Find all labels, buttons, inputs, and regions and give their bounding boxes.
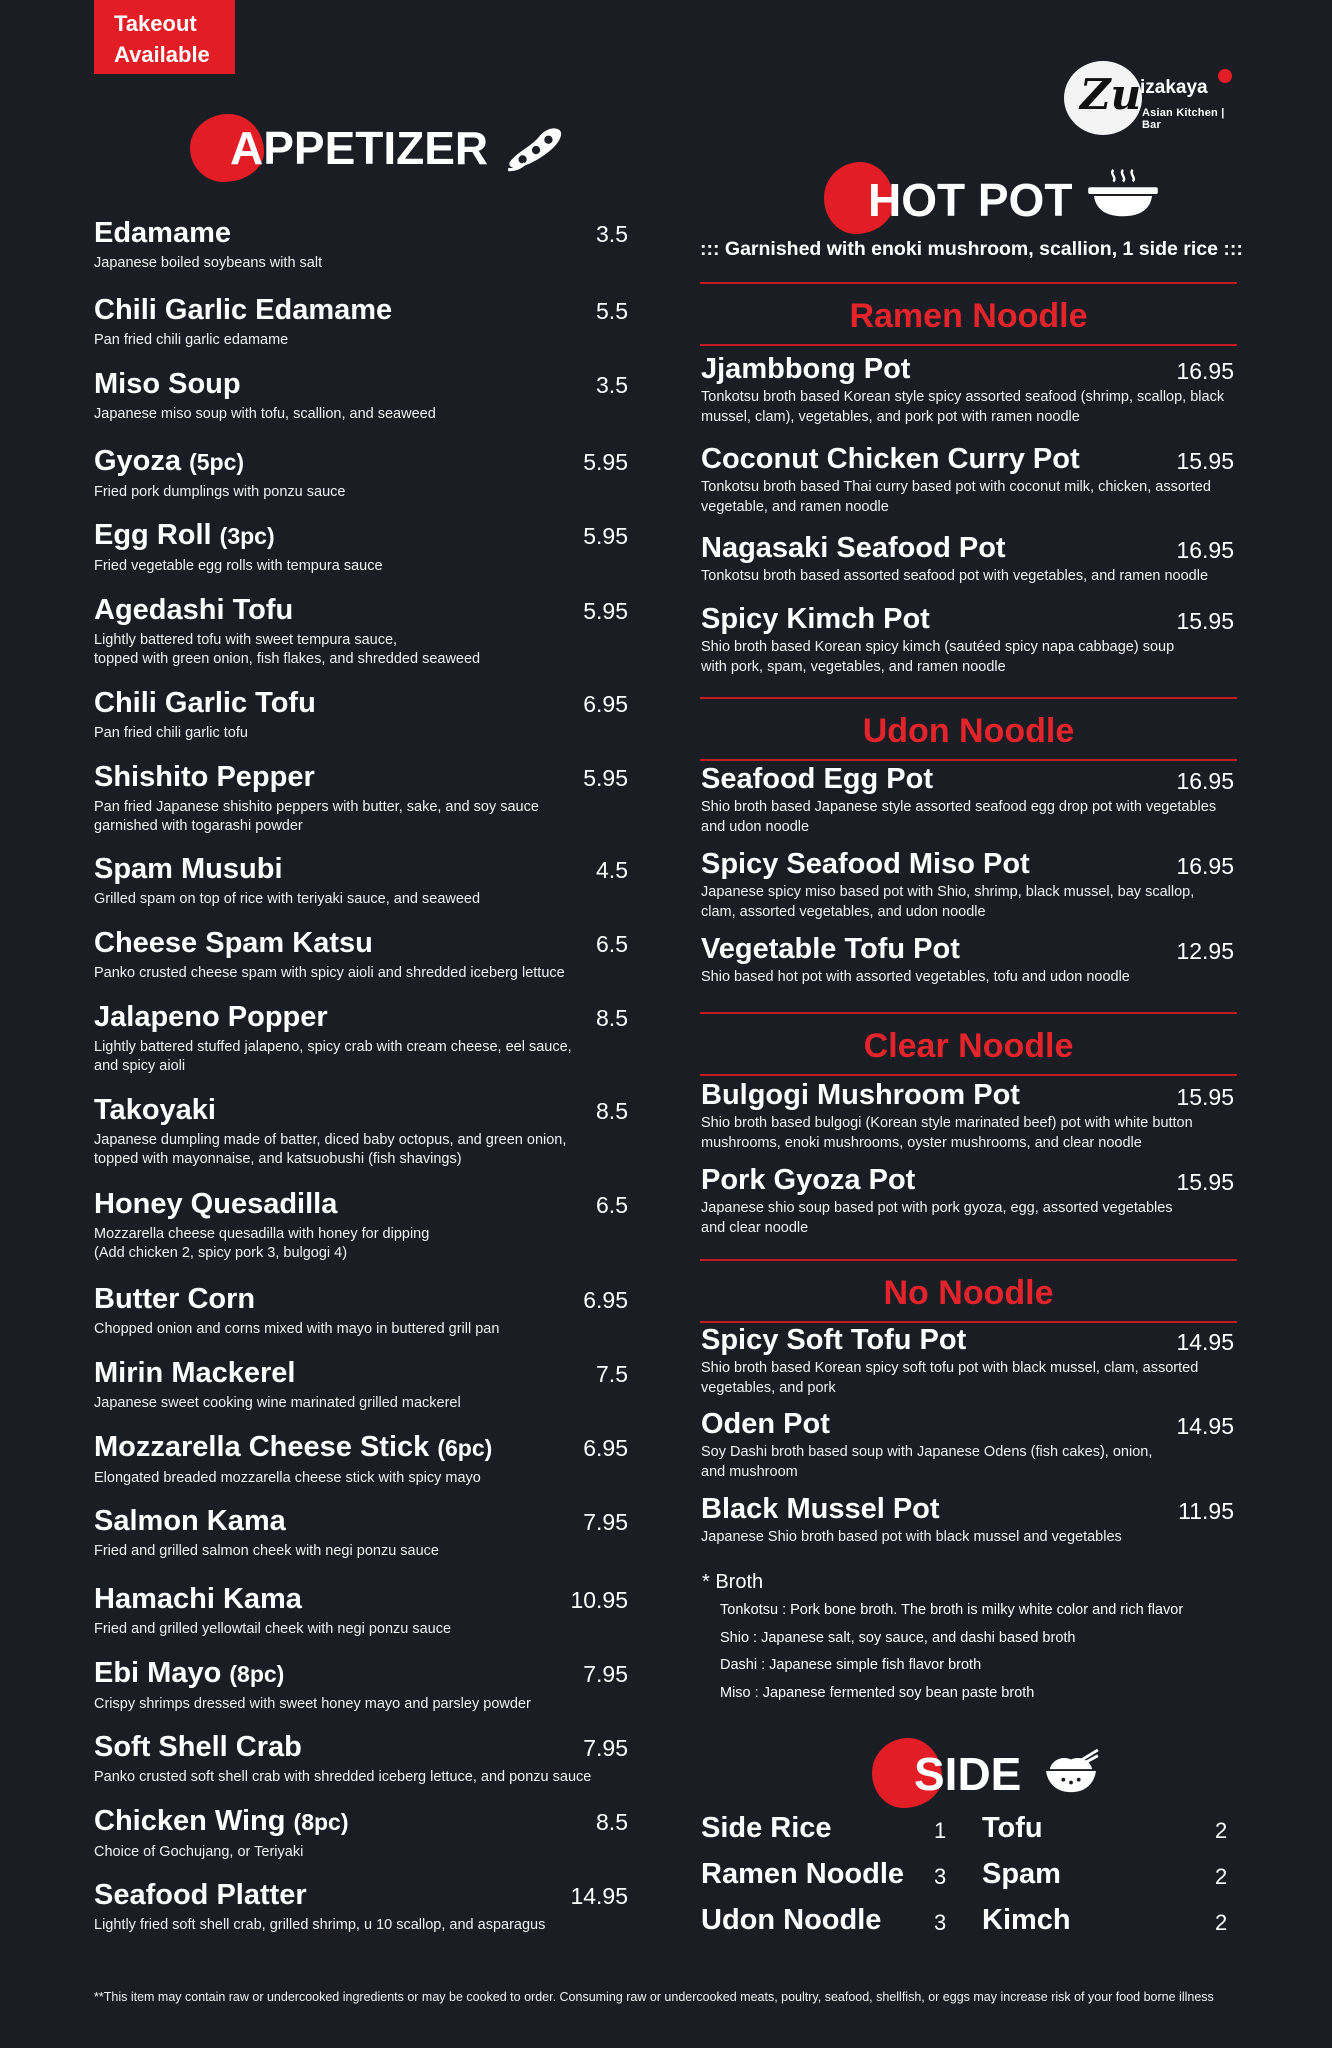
item-description: Shio broth based Korean spicy soft tofu pot with black mussel, clam, assorted vegetables, and pork [701,1360,1199,1396]
item-name-text: Salmon Kama [94,1505,286,1537]
takeout-badge-line1: Takeout [114,11,197,36]
item-name-text: Mozzarella Cheese Stick [94,1431,430,1463]
item-price: 12.95 [1176,938,1234,964]
hotpot-item [701,1407,1236,1482]
broth-line: Miso : Japanese fermented soy bean paste broth [720,1684,1035,1701]
hotpot-item [701,932,1236,988]
hotpot-item [701,352,1236,427]
noodle-category-header: Udon Noodle [700,697,1237,761]
item-description: Fried and grilled yellowtail cheek with negi ponzu sauce [94,1621,452,1637]
item-description: Pan fried Japanese shishito peppers with butter, sake, and soy sauce garnished with togarashi powder [94,799,539,834]
item-name: Nagasaki Seafood Pot [701,532,1006,564]
item-description: Pan fried chili garlic tofu [94,725,248,741]
item-description: Japanese miso soup with tofu, scallion, and seaweed [94,406,436,422]
appetizer-item [94,1730,628,1787]
hotpot-heading [822,160,1172,240]
item-name [94,1878,628,1912]
hotpot-subtitle: ::: Garnished with enoki mushroom, scallion, 1 side rice ::: [700,238,1243,260]
side-item-price: 3 [934,1864,947,1889]
appetizer-item [94,1804,628,1862]
item-description: Tonkotsu broth based Korean style spicy assorted seafood (shrimp, scallop, black mussel, clam), vegetables, and pork pot with ramen noodle [701,389,1225,425]
item-name-text: Chicken Wing [94,1805,286,1837]
item-name-text: Butter Corn [94,1283,256,1315]
broth-title: * Broth [702,1571,764,1593]
side-item-price: 2 [1215,1864,1228,1889]
item-name: Seafood Egg Pot [701,763,933,795]
allergy-disclaimer: **This item may contain raw or undercooked ingredients or may be cooked to order. Consuming raw or undercooked meats, poultry, seafood, shellfish, or eggs may increase risk of your food borne illness [94,1990,1214,2004]
logo-name: izakaya [1140,77,1208,98]
side-item-name: Udon Noodle [701,1904,882,1936]
item-description: Fried vegetable egg rolls with tempura sauce [94,558,383,574]
item-name [94,1187,628,1221]
item-description: Japanese sweet cooking wine marinated grilled mackerel [94,1395,461,1411]
item-quantity: (6pc) [437,1435,493,1461]
item-name: Coconut Chicken Curry Pot [701,443,1080,475]
item-description: Pan fried chili garlic edamame [94,332,289,348]
item-description: Elongated breaded mozzarella cheese stick with spicy mayo [94,1470,481,1486]
item-quantity: (5pc) [189,449,245,475]
appetizer-item [94,444,628,502]
item-name-text: Soft Shell Crab [94,1731,302,1763]
side-item-name: Ramen Noodle [701,1858,905,1890]
item-name [94,293,628,327]
item-name-text: Shishito Pepper [94,761,315,793]
item-price: 8.5 [596,1098,628,1124]
item-price: 5.95 [583,523,628,549]
item-name [94,1582,628,1616]
item-name: Black Mussel Pot [701,1493,940,1525]
item-price: 6.5 [596,1192,628,1218]
broth-line: Shio : Japanese salt, soy sauce, and dashi based broth [720,1629,1076,1646]
item-price: 11.95 [1178,1498,1234,1524]
appetizer-heading [188,108,578,188]
item-price: 3.5 [596,221,628,247]
hotpot-item [701,602,1236,677]
hotpot-item [701,1163,1236,1238]
item-price: 6.5 [596,931,628,957]
logo-tagline: Asian Kitchen | Bar [1142,107,1225,131]
appetizer-item [94,686,628,743]
edamame-icon [504,122,566,174]
item-description: Shio broth based Korean spicy kimch (sautéed spicy napa cabbage) soup with pork, spam, vegetables, and ramen noodle [701,639,1175,675]
side-item-name: Spam [982,1858,1061,1890]
hotpot-item [701,847,1236,922]
broth-notes [702,1569,1242,1707]
item-price: 6.95 [583,1287,628,1313]
item-description: Panko crusted cheese spam with spicy aioli and shredded iceberg lettuce [94,965,565,981]
item-name [94,1804,628,1839]
side-item-price: 2 [1215,1910,1228,1935]
item-price: 3.5 [596,372,628,398]
side-item-price: 2 [1215,1818,1228,1843]
item-price: 8.5 [596,1005,628,1031]
appetizer-item [94,367,628,424]
item-description: Choice of Gochujang, or Teriyaki [94,1844,304,1860]
steaming-bowl-icon [1084,166,1162,224]
item-price: 7.5 [596,1361,628,1387]
item-description: Japanese Shio broth based pot with black mussel and vegetables [701,1529,1122,1545]
side-heading [870,1734,1110,1814]
item-price: 7.95 [583,1509,628,1535]
item-description: Fried pork dumplings with ponzu sauce [94,484,346,500]
item-price: 14.95 [1176,1329,1234,1355]
item-description: Fried and grilled salmon cheek with negi ponzu sauce [94,1543,439,1559]
item-description: Tonkotsu broth based Thai curry based pot with coconut milk, chicken, assorted vegetable, and ramen noodle [701,479,1211,515]
hotpot-item [701,762,1236,837]
item-description: Japanese dumpling made of batter, diced baby octopus, and green onion, topped with mayonnaise, and katsuobushi (fish shavings) [94,1132,567,1167]
item-description: Japanese spicy miso based pot with Shio, shrimp, black mussel, bay scallop, clam, assorted vegetables, and udon noodle [701,884,1195,920]
broth-line: Tonkotsu : Pork bone broth. The broth is milky white color and rich flavor [720,1602,1184,1618]
item-price: 16.95 [1176,358,1234,384]
item-description: Soy Dashi broth based soup with Japanese Odens (fish cakes), onion, and mushroom [701,1444,1153,1480]
item-name [94,216,628,250]
item-name-text: Chili Garlic Edamame [94,294,393,326]
item-description: Grilled spam on top of rice with teriyaki sauce, and seaweed [94,891,481,907]
item-description: Mozzarella cheese quesadilla with honey for dipping (Add chicken 2, spicy pork 3, bulgogi 4) [94,1226,430,1261]
noodle-category-header: No Noodle [700,1259,1237,1323]
takeout-badge-line2: Available [114,42,210,67]
logo-red-dot [1218,69,1232,83]
appetizer-title: APPETIZER [230,122,489,174]
item-price: 15.95 [1176,448,1234,474]
noodle-category-header: Ramen Noodle [700,282,1237,346]
item-price: 5.95 [583,598,628,624]
item-name [94,1282,628,1316]
item-quantity: (8pc) [293,1809,349,1835]
appetizer-item [94,1187,628,1263]
noodle-category-header: Clear Noodle [700,1012,1237,1076]
appetizer-item [94,518,628,576]
appetizer-item [94,293,628,350]
item-name-text: Edamame [94,217,232,249]
item-price: 7.95 [583,1735,628,1761]
item-name: Spicy Soft Tofu Pot [701,1324,967,1356]
item-name-text: Spam Musubi [94,853,283,885]
appetizer-item [94,593,628,669]
hotpot-item [701,1492,1236,1548]
item-description: Tonkotsu broth based assorted seafood pot with vegetables, and ramen noodle [701,568,1209,584]
item-price: 4.5 [596,857,628,883]
appetizer-item [94,760,628,836]
item-description: Shio broth based bulgogi (Korean style marinated beef) pot with white button mushrooms, enoki mushrooms, oyster mushrooms, and clear noodle [701,1115,1193,1151]
appetizer-item [94,1582,628,1639]
item-price: 15.95 [1176,1084,1234,1110]
appetizer-item [94,216,628,273]
side-item-name: Kimch [982,1904,1071,1936]
item-price: 16.95 [1176,537,1234,563]
item-name [94,852,628,886]
item-name-text: Egg Roll [94,519,212,551]
item-name-text: Seafood Platter [94,1879,307,1911]
appetizer-item [94,1282,628,1339]
item-price: 6.95 [583,691,628,717]
item-quantity: (8pc) [229,1661,285,1687]
item-quantity: (3pc) [219,523,275,549]
item-name [94,1430,628,1465]
item-name [94,686,628,720]
item-name [94,1730,628,1764]
appetizer-item [94,926,628,983]
item-description: Lightly battered tofu with sweet tempura sauce, topped with green onion, fish flakes, and shredded seaweed [94,632,481,667]
item-name-text: Chili Garlic Tofu [94,687,316,719]
item-name-text: Cheese Spam Katsu [94,927,373,959]
item-name-text: Miso Soup [94,368,241,400]
item-name [94,593,628,627]
item-name: Spicy Kimch Pot [701,603,930,635]
item-description: Chopped onion and corns mixed with mayo in buttered grill pan [94,1321,500,1337]
item-name [94,1504,628,1538]
side-item-name: Tofu [982,1812,1043,1844]
logo-mark: Zu [1080,70,1142,119]
item-name-text: Ebi Mayo [94,1657,222,1689]
side-item-price: 3 [934,1910,947,1935]
item-name [94,926,628,960]
item-description: Shio broth based Japanese style assorted seafood egg drop pot with vegetables and udon noodle [701,799,1217,835]
item-name [94,1656,628,1691]
item-price: 6.95 [583,1435,628,1461]
appetizer-item [94,1093,628,1169]
item-description: Crispy shrimps dressed with sweet honey mayo and parsley powder [94,1696,531,1712]
item-price: 5.95 [583,765,628,791]
item-name-text: Agedashi Tofu [94,594,294,626]
item-price: 5.95 [583,449,628,475]
item-description: Panko crusted soft shell crab with shredded iceberg lettuce, and ponzu sauce [94,1769,592,1785]
item-name [94,760,628,794]
item-description: Shio based hot pot with assorted vegetables, tofu and udon noodle [701,969,1130,985]
hotpot-item [701,442,1236,517]
takeout-badge [94,0,235,74]
hotpot-item [701,1323,1236,1398]
item-name-text: Gyoza [94,445,182,477]
appetizer-item [94,1000,628,1076]
item-name-text: Jalapeno Popper [94,1001,328,1033]
item-description: Japanese shio soup based pot with pork gyoza, egg, assorted vegetables and clear noodle [701,1200,1173,1236]
item-price: 10.95 [570,1587,628,1613]
item-name: Oden Pot [701,1408,830,1440]
appetizer-item [94,1430,628,1488]
item-name: Bulgogi Mushroom Pot [701,1079,1020,1111]
item-price: 14.95 [570,1883,628,1909]
broth-line: Dashi : Japanese simple fish flavor broth [720,1657,982,1673]
item-name [94,367,628,401]
rice-bowl-chopsticks-icon [1042,1748,1100,1796]
side-title: SIDE [914,1748,1022,1800]
item-name [94,1000,628,1034]
item-name: Pork Gyoza Pot [701,1164,916,1196]
item-description: Japanese boiled soybeans with salt [94,255,323,271]
item-description: Lightly fried soft shell crab, grilled shrimp, u 10 scallop, and asparagus [94,1917,546,1933]
hotpot-title: HOT POT [868,174,1073,226]
item-name: Spicy Seafood Miso Pot [701,848,1030,880]
item-price: 16.95 [1176,853,1234,879]
item-name [94,518,628,553]
item-name-text: Mirin Mackerel [94,1357,296,1389]
hotpot-item [701,531,1236,587]
item-name [94,1093,628,1127]
appetizer-item [94,1504,628,1561]
item-name-text: Hamachi Kama [94,1583,302,1615]
item-price: 8.5 [596,1809,628,1835]
item-price: 14.95 [1176,1413,1234,1439]
item-price: 15.95 [1176,608,1234,634]
item-name: Jjambbong Pot [701,353,911,385]
item-name-text: Honey Quesadilla [94,1188,338,1220]
hotpot-item [701,1078,1236,1153]
item-price: 7.95 [583,1661,628,1687]
item-name-text: Takoyaki [94,1094,216,1126]
item-price: 16.95 [1176,768,1234,794]
appetizer-item [94,852,628,909]
item-price: 5.5 [596,298,628,324]
item-name [94,1356,628,1390]
item-description: Lightly battered stuffed jalapeno, spicy crab with cream cheese, eel sauce, and spicy aioli [94,1039,572,1074]
appetizer-item [94,1356,628,1413]
side-item-name: Side Rice [701,1812,832,1844]
item-name [94,444,628,479]
item-price: 15.95 [1176,1169,1234,1195]
appetizer-item [94,1878,628,1935]
restaurant-logo [1062,57,1242,137]
appetizer-item [94,1656,628,1714]
side-item-price: 1 [934,1818,947,1843]
item-name: Vegetable Tofu Pot [701,933,960,965]
